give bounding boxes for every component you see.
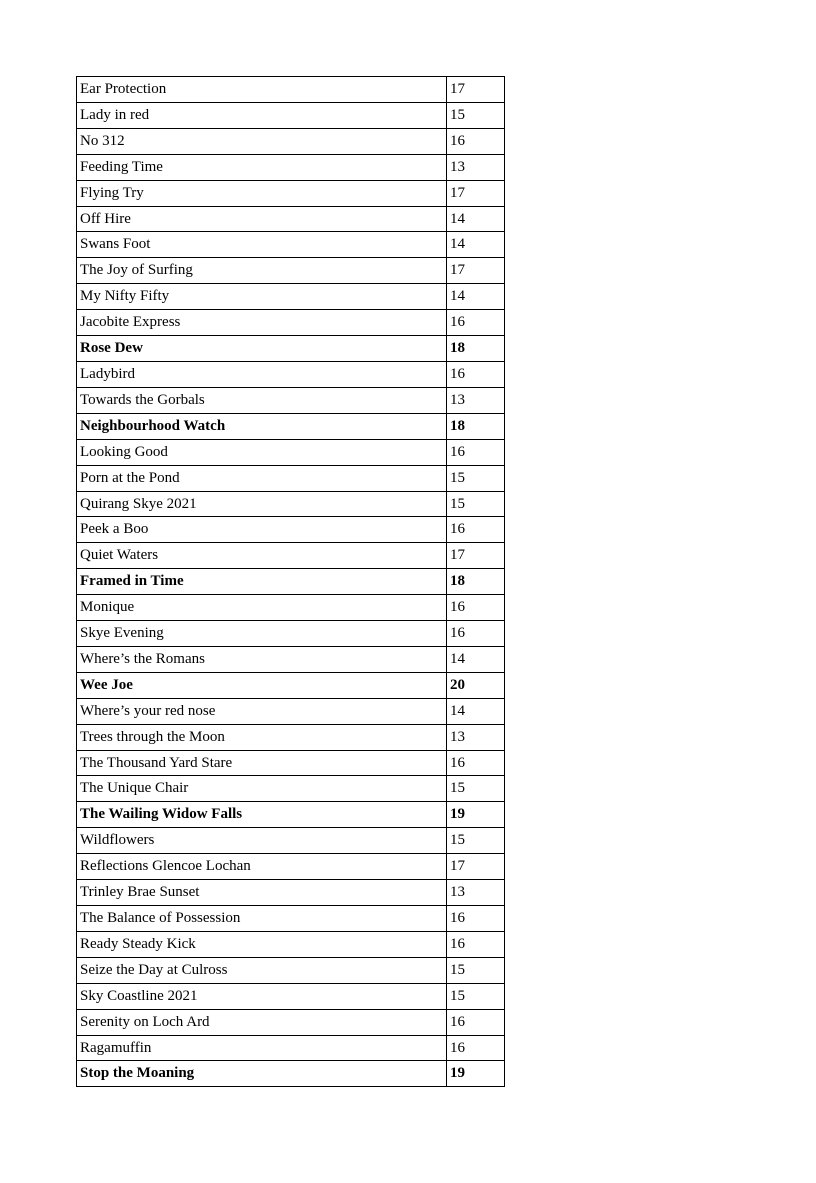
entry-title-cell: Monique	[77, 595, 447, 621]
entry-score-cell: 14	[447, 284, 505, 310]
entry-title-cell: My Nifty Fifty	[77, 284, 447, 310]
table-row	[77, 595, 505, 621]
table-row	[77, 206, 505, 232]
table-row	[77, 828, 505, 854]
table-row	[77, 517, 505, 543]
entry-title-cell: Towards the Gorbals	[77, 387, 447, 413]
score-table	[76, 76, 505, 1087]
entry-title-cell: The Balance of Possession	[77, 906, 447, 932]
entry-title-cell: Looking Good	[77, 439, 447, 465]
entry-title-cell: Flying Try	[77, 180, 447, 206]
entry-title-cell: Where’s your red nose	[77, 698, 447, 724]
table-row	[77, 77, 505, 103]
entry-score-cell: 15	[447, 776, 505, 802]
entry-title-cell: Serenity on Loch Ard	[77, 1009, 447, 1035]
table-row	[77, 102, 505, 128]
entry-score-cell: 14	[447, 646, 505, 672]
table-row	[77, 465, 505, 491]
entry-title-cell: Rose Dew	[77, 336, 447, 362]
entry-score-cell: 13	[447, 154, 505, 180]
entry-title-cell: Where’s the Romans	[77, 646, 447, 672]
entry-title-cell: Off Hire	[77, 206, 447, 232]
entry-title-cell: The Wailing Widow Falls	[77, 802, 447, 828]
entry-score-cell: 19	[447, 1061, 505, 1087]
table-row	[77, 750, 505, 776]
entry-score-cell: 20	[447, 672, 505, 698]
table-row	[77, 776, 505, 802]
entry-title-cell: The Joy of Surfing	[77, 258, 447, 284]
entry-title-cell: Quirang Skye 2021	[77, 491, 447, 517]
table-row	[77, 621, 505, 647]
entry-title-cell: Framed in Time	[77, 569, 447, 595]
entry-score-cell: 17	[447, 180, 505, 206]
table-row	[77, 646, 505, 672]
table-row	[77, 854, 505, 880]
table-row	[77, 957, 505, 983]
table-row	[77, 672, 505, 698]
entry-score-cell: 19	[447, 802, 505, 828]
entry-score-cell: 15	[447, 828, 505, 854]
table-row	[77, 724, 505, 750]
entry-score-cell: 13	[447, 724, 505, 750]
table-row	[77, 491, 505, 517]
entry-score-cell: 18	[447, 413, 505, 439]
entry-score-cell: 16	[447, 310, 505, 336]
entry-title-cell: Porn at the Pond	[77, 465, 447, 491]
entry-title-cell: Lady in red	[77, 102, 447, 128]
entry-title-cell: Stop the Moaning	[77, 1061, 447, 1087]
table-row	[77, 232, 505, 258]
entry-title-cell: No 312	[77, 128, 447, 154]
entry-score-cell: 16	[447, 439, 505, 465]
entry-score-cell: 15	[447, 983, 505, 1009]
entry-score-cell: 14	[447, 698, 505, 724]
entry-score-cell: 14	[447, 206, 505, 232]
table-row	[77, 439, 505, 465]
entry-score-cell: 18	[447, 336, 505, 362]
entry-score-cell: 16	[447, 750, 505, 776]
entry-score-cell: 16	[447, 128, 505, 154]
entry-title-cell: Wee Joe	[77, 672, 447, 698]
table-row	[77, 1035, 505, 1061]
table-row	[77, 698, 505, 724]
table-row	[77, 931, 505, 957]
entry-score-cell: 17	[447, 543, 505, 569]
entry-title-cell: Neighbourhood Watch	[77, 413, 447, 439]
entry-score-cell: 16	[447, 906, 505, 932]
table-row	[77, 310, 505, 336]
entry-title-cell: The Thousand Yard Stare	[77, 750, 447, 776]
entry-title-cell: Seize the Day at Culross	[77, 957, 447, 983]
entry-score-cell: 17	[447, 77, 505, 103]
entry-title-cell: Jacobite Express	[77, 310, 447, 336]
table-row	[77, 569, 505, 595]
entry-title-cell: Sky Coastline 2021	[77, 983, 447, 1009]
entry-score-cell: 17	[447, 258, 505, 284]
entry-score-cell: 16	[447, 621, 505, 647]
entry-title-cell: Ready Steady Kick	[77, 931, 447, 957]
table-row	[77, 1009, 505, 1035]
table-row	[77, 180, 505, 206]
entry-score-cell: 14	[447, 232, 505, 258]
table-row	[77, 258, 505, 284]
entry-title-cell: Feeding Time	[77, 154, 447, 180]
table-row	[77, 154, 505, 180]
table-row	[77, 284, 505, 310]
table-row	[77, 128, 505, 154]
entry-title-cell: Wildflowers	[77, 828, 447, 854]
entry-title-cell: The Unique Chair	[77, 776, 447, 802]
table-row	[77, 336, 505, 362]
entry-title-cell: Trees through the Moon	[77, 724, 447, 750]
entry-score-cell: 16	[447, 1009, 505, 1035]
entry-title-cell: Peek a Boo	[77, 517, 447, 543]
entry-score-cell: 16	[447, 595, 505, 621]
table-row	[77, 906, 505, 932]
entry-score-cell: 16	[447, 1035, 505, 1061]
entry-title-cell: Trinley Brae Sunset	[77, 880, 447, 906]
entry-score-cell: 15	[447, 102, 505, 128]
entry-score-cell: 16	[447, 931, 505, 957]
table-row	[77, 361, 505, 387]
entry-score-cell: 16	[447, 361, 505, 387]
entry-title-cell: Ladybird	[77, 361, 447, 387]
entry-score-cell: 15	[447, 957, 505, 983]
entry-score-cell: 18	[447, 569, 505, 595]
entry-score-cell: 15	[447, 491, 505, 517]
table-row	[77, 880, 505, 906]
table-row	[77, 387, 505, 413]
entry-score-cell: 13	[447, 387, 505, 413]
entry-title-cell: Reflections Glencoe Lochan	[77, 854, 447, 880]
entry-title-cell: Quiet Waters	[77, 543, 447, 569]
entry-title-cell: Ear Protection	[77, 77, 447, 103]
table-row	[77, 802, 505, 828]
table-row	[77, 1061, 505, 1087]
entry-title-cell: Swans Foot	[77, 232, 447, 258]
entry-score-cell: 15	[447, 465, 505, 491]
table-row	[77, 983, 505, 1009]
entry-score-cell: 17	[447, 854, 505, 880]
entry-title-cell: Ragamuffin	[77, 1035, 447, 1061]
entry-title-cell: Skye Evening	[77, 621, 447, 647]
entry-score-cell: 13	[447, 880, 505, 906]
score-table-body	[77, 77, 505, 1087]
entry-score-cell: 16	[447, 517, 505, 543]
table-row	[77, 543, 505, 569]
table-row	[77, 413, 505, 439]
